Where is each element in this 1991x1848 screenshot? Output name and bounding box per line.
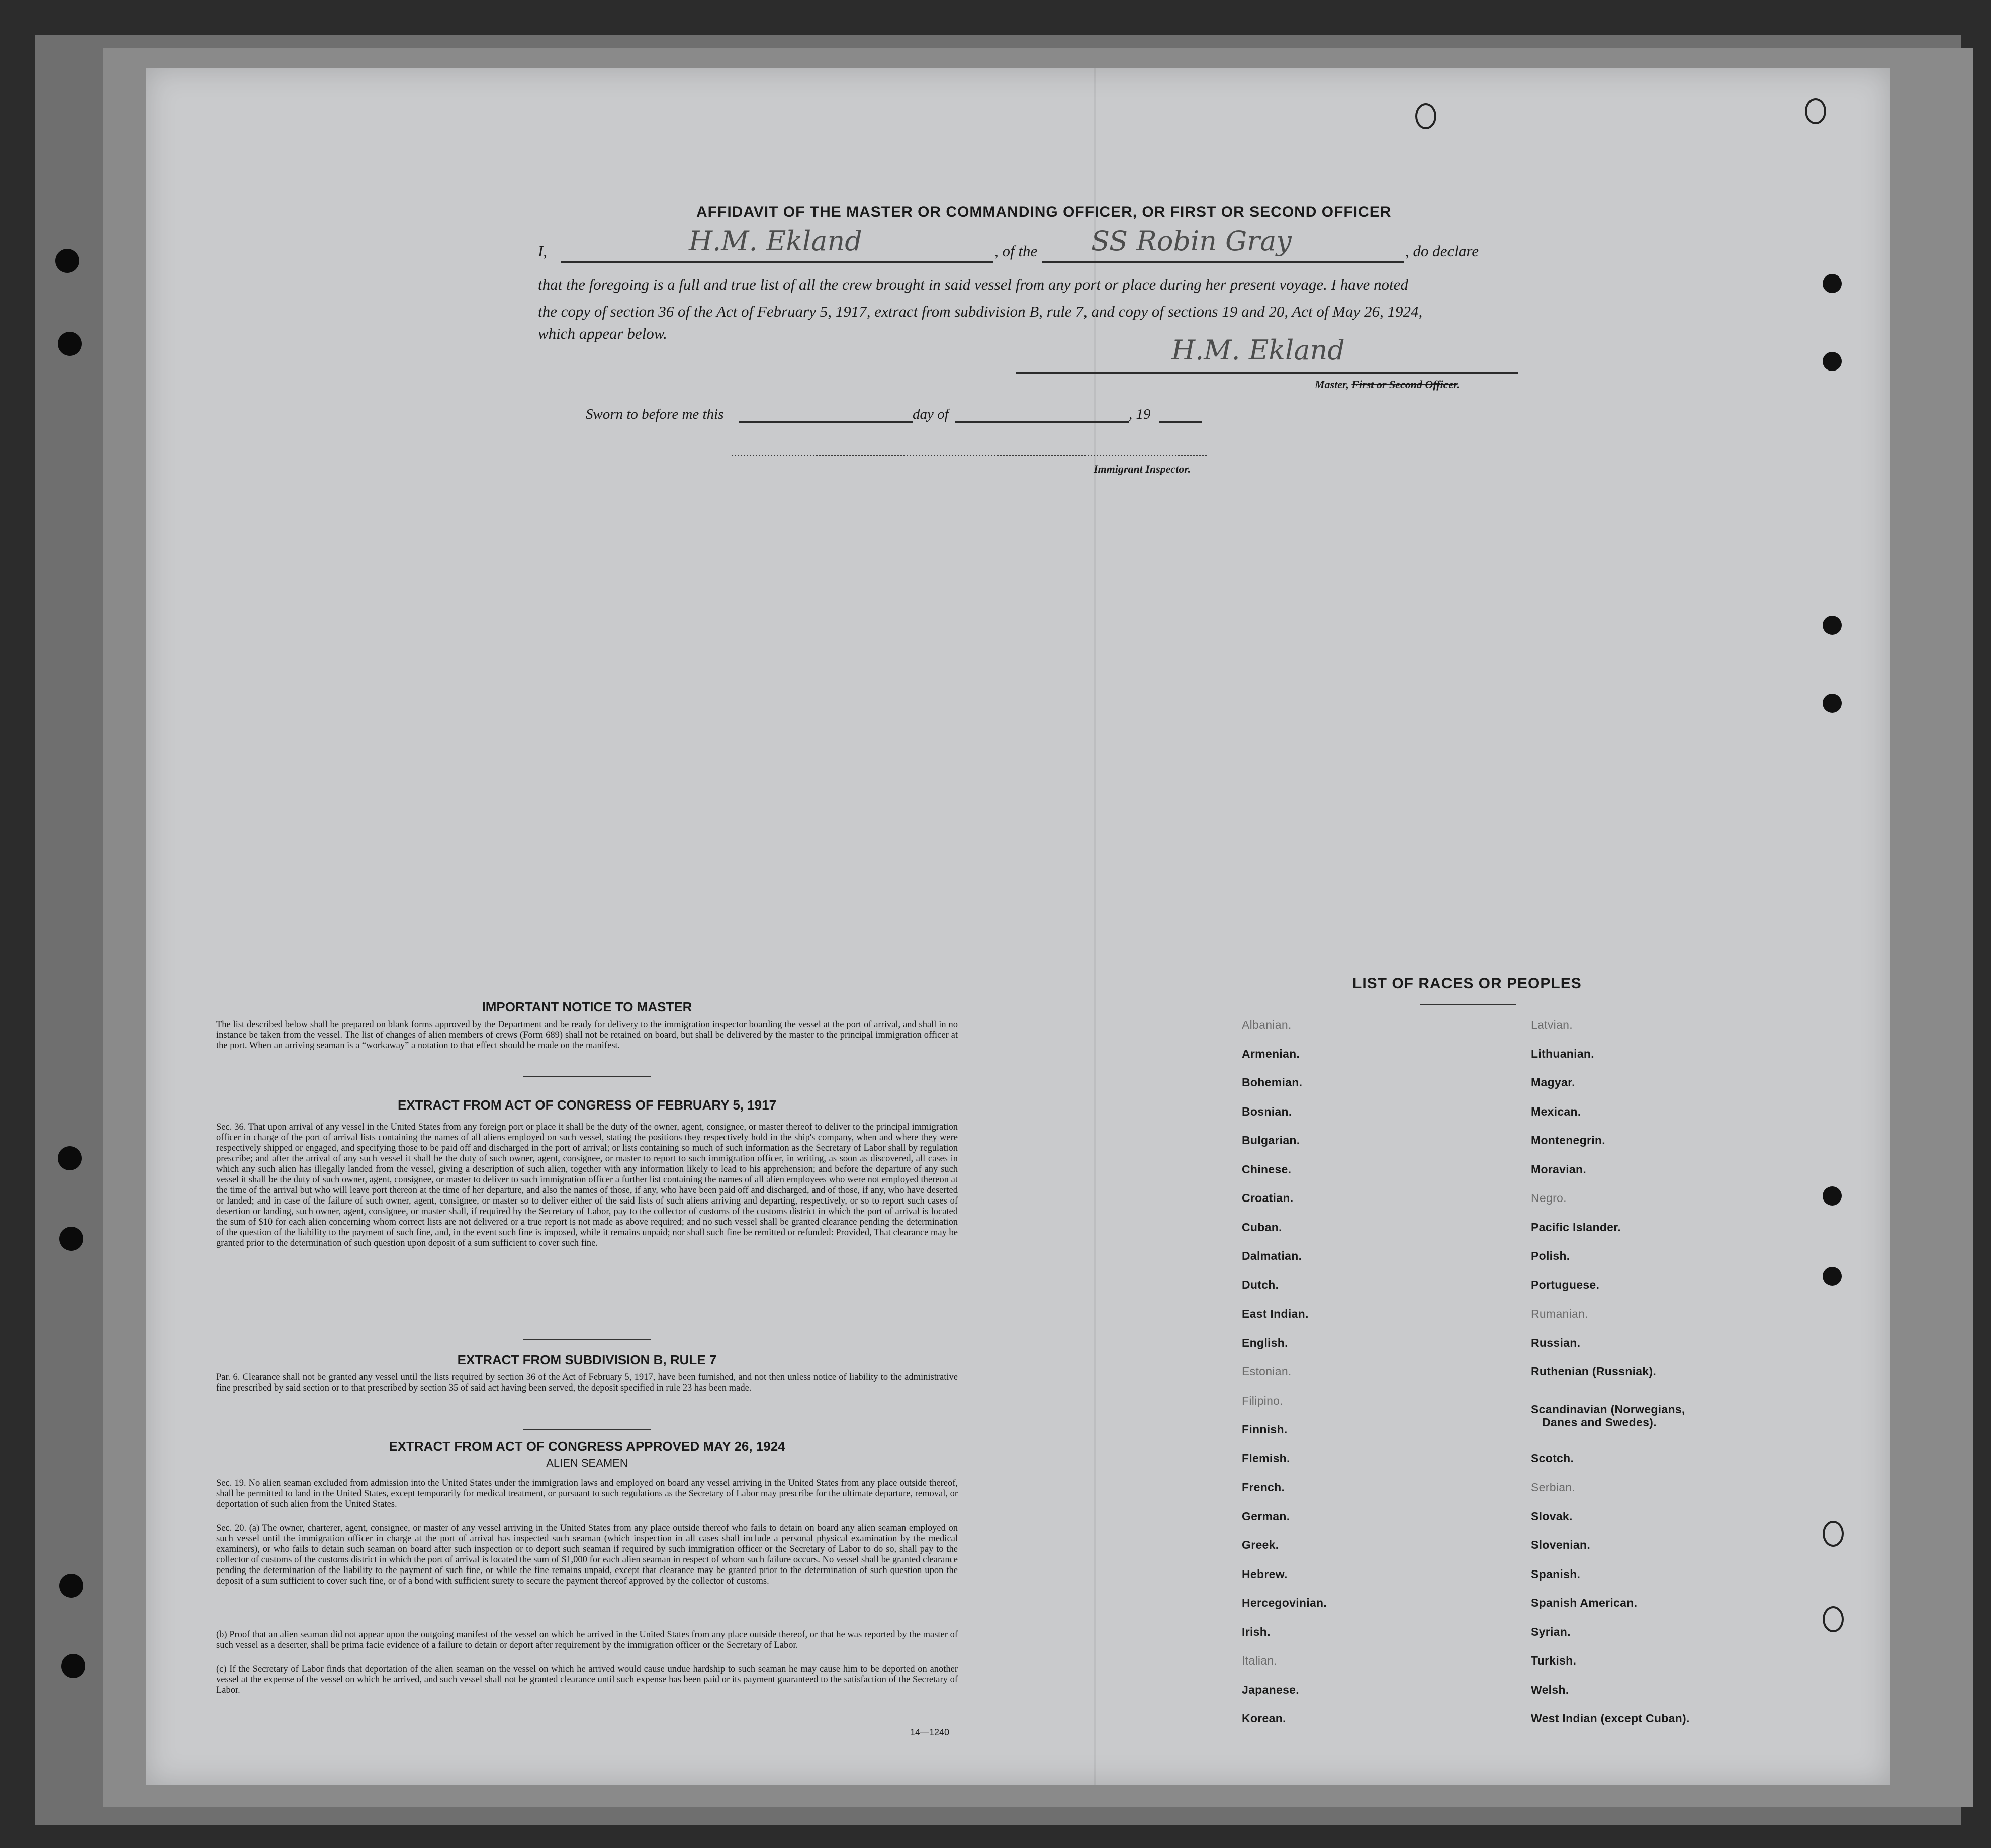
race-entry: Rumanian. — [1531, 1307, 1588, 1320]
race-entry: Japanese. — [1242, 1683, 1299, 1696]
race-entry: Magyar. — [1531, 1076, 1575, 1089]
race-entry: Russian. — [1531, 1336, 1581, 1349]
section-rule — [523, 1429, 651, 1430]
affidavit-line-3: the copy of section 36 of the Act of February 5, 1917, extract from subdivision B, rule 7, and copy of sections 19 and 20, Act of May 26, 1924, — [538, 303, 1423, 320]
binder-ring — [1823, 1521, 1844, 1547]
race-entry: Italian. — [1242, 1654, 1278, 1667]
master-label: Master, — [1315, 378, 1349, 391]
declarant-line — [561, 261, 993, 263]
master-title-label — [1315, 378, 1460, 391]
center-fold — [1094, 68, 1096, 1785]
race-entry: Albanian. — [1242, 1018, 1292, 1031]
section-rule — [523, 1076, 651, 1077]
race-entry: Pacific Islander. — [1531, 1220, 1621, 1234]
race-entry: Turkish. — [1531, 1654, 1577, 1667]
form-number: 14—1240 — [910, 1727, 950, 1737]
binder-hole — [61, 1654, 85, 1678]
do-declare-label: , do declare — [1405, 242, 1479, 260]
sworn-label: Sworn to before me this — [586, 406, 724, 422]
master-signature-line — [1016, 372, 1518, 374]
binder-hole — [55, 249, 79, 273]
sec19-body: Sec. 19. No alien seaman excluded from admission into the United States under the immigration laws and employed on board any vessel arriving in the United States from any place outside thereof, shall be permitted to land in the United States, except temporarily for medical treatment, or pursuant to such regulations as the Secretary of Labor may prescribe for the ultimate departure, removal, or deportation of such alien from the United States. — [216, 1478, 958, 1509]
notice-title-text: IMPORTANT NOTICE TO MASTER — [482, 999, 692, 1014]
race-entry: Lithuanian. — [1531, 1047, 1594, 1060]
race-entry: Flemish. — [1242, 1451, 1290, 1465]
race-entry: Greek. — [1242, 1538, 1279, 1551]
races-title: LIST OF RACES OR PEOPLES — [1352, 975, 1582, 992]
race-entry: Hebrew. — [1242, 1567, 1288, 1581]
affidavit-line-2: that the foregoing is a full and true list of all the crew brought in said vessel from any port or place during her present voyage. I have noted — [538, 275, 1408, 293]
day-of-label: day of — [913, 406, 949, 422]
extract-rule7-title-text: EXTRACT FROM SUBDIVISION B, RULE 7 — [457, 1352, 717, 1367]
alien-seamen-subtitle: ALIEN SEAMEN — [546, 1457, 628, 1469]
race-entry: Armenian. — [1242, 1047, 1300, 1060]
sworn-year-line — [1159, 421, 1202, 423]
race-entry: West Indian (except Cuban). — [1531, 1712, 1690, 1725]
binder-hole — [58, 1146, 82, 1170]
race-entry: Scotch. — [1531, 1451, 1574, 1465]
extract-1917-title-text: EXTRACT FROM ACT OF CONGRESS OF FEBRUARY 5, 1917 — [397, 1097, 777, 1113]
race-entry: Negro. — [1531, 1191, 1567, 1205]
vessel-line — [1042, 261, 1404, 263]
race-entry: Chinese. — [1242, 1162, 1292, 1176]
race-entry: Bulgarian. — [1242, 1134, 1300, 1147]
race-entry: Bohemian. — [1242, 1076, 1303, 1089]
sworn-month-line — [955, 421, 1129, 423]
extract-1924-title — [216, 1439, 958, 1454]
race-entry: Estonian. — [1242, 1365, 1292, 1378]
race-entry: Serbian. — [1531, 1481, 1576, 1494]
race-entry: French. — [1242, 1481, 1285, 1494]
race-entry: Spanish. — [1531, 1567, 1581, 1581]
of-the-label: , of the — [994, 242, 1038, 260]
master-label-end: . — [1457, 378, 1460, 391]
declarant-signature: H.M. Ekland — [689, 225, 862, 257]
binder-hole — [1823, 694, 1842, 713]
binder-ring — [1415, 103, 1436, 129]
race-entry: German. — [1242, 1509, 1290, 1523]
extract-1917-title — [216, 1097, 958, 1113]
binder-hole — [1823, 274, 1842, 293]
binder-hole — [1823, 1186, 1842, 1206]
race-entry: Hercegovinian. — [1242, 1596, 1327, 1609]
extract-1924-subtitle — [216, 1457, 958, 1470]
year-label: , 19 — [1129, 406, 1151, 422]
declarant-prefix: I, — [538, 242, 548, 260]
binder-ring — [1805, 98, 1826, 124]
master-signature: H.M. Ekland — [1171, 334, 1345, 366]
inspector-label: Immigrant Inspector. — [1094, 463, 1191, 475]
race-entry: East Indian. — [1242, 1307, 1309, 1320]
affidavit-title: AFFIDAVIT OF THE MASTER OR COMMANDING OFFICER, OR FIRST OR SECOND OFFICER — [696, 204, 1392, 220]
race-entry: Bosnian. — [1242, 1104, 1292, 1118]
race-entry: Mexican. — [1531, 1104, 1581, 1118]
notice-body: The list described below shall be prepared on blank forms approved by the Department and be ready for delivery to the immigration inspector boarding the vessel at the port of arrival, and shall in no instance be taken from the vessel. The list of changes of alien members of crews (Form 689) shall not be retained on board, but shall be delivered by the master to the principal immigration officer at the port. When an arriving seaman is a “workaway” a notation to that effect should be made on the manifest. — [216, 1020, 958, 1051]
race-entry: Scandinavian (Norwegians, — [1531, 1402, 1685, 1416]
section-rule — [523, 1339, 651, 1340]
vessel-name: SS Robin Gray — [1091, 225, 1292, 257]
sec20b-body: (b) Proof that an alien seaman did not appear upon the outgoing manifest of the vessel on which he arrived in the United States from any place outside thereof, or that he was reported by the master of such vessel as a deserter, shall be prima facie evidence of a failure to detain or deport after requirement by the immigration officer or the Secretary of Labor. — [216, 1630, 958, 1650]
binder-ring — [1823, 1606, 1844, 1632]
race-entry: Korean. — [1242, 1712, 1286, 1725]
race-entry: Danes and Swedes). — [1542, 1415, 1657, 1429]
race-entry: Dalmatian. — [1242, 1249, 1302, 1262]
race-entry: Filipino. — [1242, 1394, 1283, 1407]
race-entry: Montenegrin. — [1531, 1134, 1605, 1147]
race-entry: Welsh. — [1531, 1683, 1569, 1696]
binder-hole — [59, 1574, 83, 1598]
race-entry: Spanish American. — [1531, 1596, 1638, 1609]
race-entry: Ruthenian (Russniak). — [1531, 1365, 1657, 1378]
sec20c-body: (c) If the Secretary of Labor finds that deportation of the alien seaman on the vessel on which he arrived would cause undue hardship to such seaman he may cause him to be deported on another vessel at the expense of the vessel on which he arrived, and such vessel shall not be granted clearance until such expense has been paid or its payment guaranteed to the satisfaction of the Secretary of Labor. — [216, 1664, 958, 1695]
extract-rule7-body: Par. 6. Clearance shall not be granted any vessel until the lists required by section 36 of the Act of February 5, 1917, have been furnished, and not then unless notice of liability to the administrative fine prescribed by said section or to that prescribed by section 35 of said act having been served, the deposit specified in rule 23 has been made. — [216, 1372, 958, 1393]
race-entry: Dutch. — [1242, 1278, 1279, 1291]
affidavit-line-4: which appear below. — [538, 325, 667, 342]
binder-hole — [59, 1227, 83, 1251]
race-entry: Moravian. — [1531, 1162, 1587, 1176]
binder-hole — [58, 332, 82, 356]
race-entry: Finnish. — [1242, 1423, 1288, 1436]
binder-hole — [1823, 352, 1842, 371]
extract-rule7-title — [216, 1352, 958, 1368]
race-entry: Cuban. — [1242, 1220, 1282, 1234]
notice-title — [216, 999, 958, 1015]
race-entry: Croatian. — [1242, 1191, 1294, 1205]
sworn-day-line — [739, 421, 913, 423]
race-entry: Syrian. — [1531, 1625, 1571, 1638]
extract-1917-body: Sec. 36. That upon arrival of any vessel in the United States from any foreign port or place it shall be the duty of the owner, agent, consignee, or master thereof to deliver to the principal immigration officer in charge of the port of arrival lists containing the names of all aliens employed on such vessel, stating the positions they respectively hold in the ship's company, when and where they were respectively shipped or engaged, and specifying those to be paid off and discharged in the port of arrival; or lists containing so much of such information as the Secretary of Labor shall by regulation prescribe; and after the arrival of any such vessel it shall be the duty of such owner, agent, consignee, or master to report to such immigration officer, in writing, as soon as discovered, all cases in which any such alien has illegally landed from the vessel, giving a description of such alien, together with any information likely to lead to his apprehension; and before the departure of any such vessel it shall be the duty of such owner, agent, consignee, or master to deliver to such immigration officer a further list containing the names of all alien employees who were not employed thereon at the time of the arrival but who will leave port thereon at the time of her departure, and also the names of those, if any, who have been paid off and discharged, and of those, if any, who have deserted or landed; and in case of the failure of such owner, agent, consignee, or master so to deliver either of the said lists of such aliens arriving and departing, respectively, or so to report such cases of desertion or landing, such owner, agent, consignee, or master shall, if required by the Secretary of Labor, pay to the collector of customs of the customs district in which the port of arrival is located the sum of $10 for each alien concerning whom correct lists are not delivered or a true report is not made as above required; and no such vessel shall be granted clearance pending the determination of the question of the liability to the payment of such fine, and, in the event such fine is imposed, while it remains unpaid; nor shall such fine be remitted or refunded: Provided, That clearance may be granted prior to the determination of such question upon deposit of a sum sufficient to cover such fine. — [216, 1122, 958, 1248]
inspector-signature-line — [732, 455, 1207, 456]
extract-1924-title-text: EXTRACT FROM ACT OF CONGRESS APPROVED MAY 26, 1924 — [389, 1439, 785, 1454]
race-entry: Portuguese. — [1531, 1278, 1600, 1291]
binder-hole — [1823, 1267, 1842, 1286]
races-title-rule — [1420, 1004, 1516, 1005]
race-entry: Irish. — [1242, 1625, 1271, 1638]
race-entry: Slovak. — [1531, 1509, 1573, 1523]
struck-officer-label: First or Second Officer — [1351, 378, 1457, 391]
sec20a-body: Sec. 20. (a) The owner, charterer, agent, consignee, or master of any vessel arriving in the United States from any place outside thereof who fails to detain on board any alien seaman employed on such vessel until the immigration officer in charge at the port of arrival has inspected such seaman (which inspection in all cases shall include a personal physical examination by the medical examiners), or who fails to detain such seaman on board after such inspection or to deport such seaman if required by such immigration officer or the Secretary of Labor to do so, shall pay to the collector of customs of the customs district in which the port of arrival is located the sum of $1,000 for each alien seaman in respect of whom such failure occurs. No vessel shall be granted clearance pending the determination of the liability to the payment of such fine, or while the fine remains unpaid, except that clearance may be granted prior to the determination of such question upon the deposit of a sum sufficient to cover such fine, or of a bond with sufficient surety to secure the payment thereof approved by the collector of customs. — [216, 1523, 958, 1586]
race-entry: English. — [1242, 1336, 1288, 1349]
binder-hole — [1823, 616, 1842, 635]
race-entry: Slovenian. — [1531, 1538, 1591, 1551]
race-entry: Polish. — [1531, 1249, 1570, 1262]
race-entry: Latvian. — [1531, 1018, 1573, 1031]
